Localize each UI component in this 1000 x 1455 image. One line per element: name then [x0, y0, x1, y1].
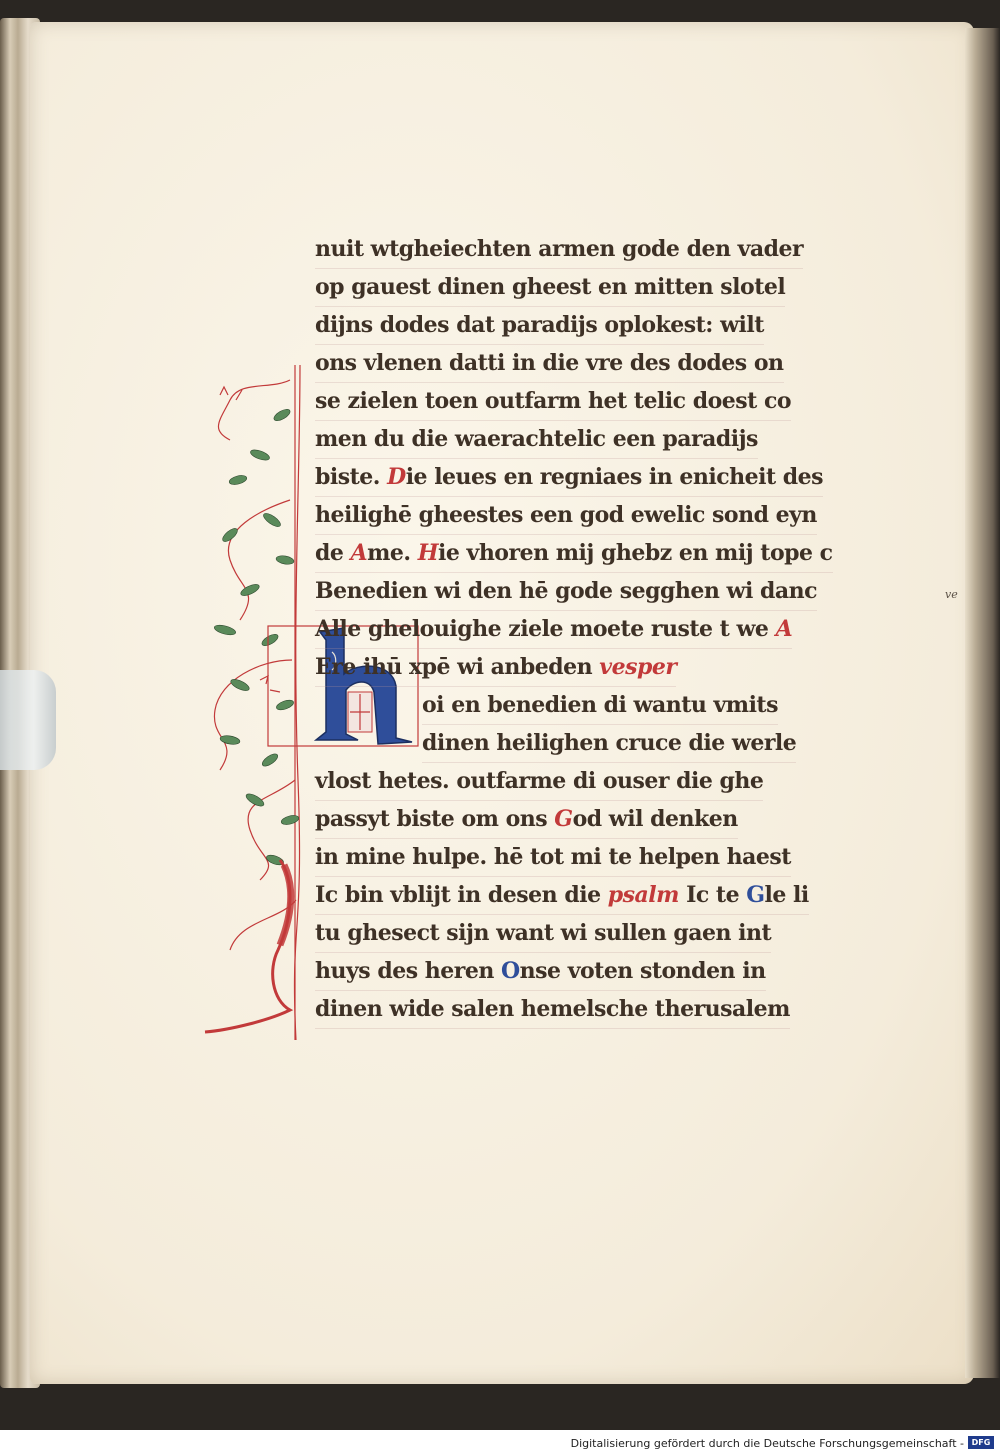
rubric-text: A: [350, 540, 368, 566]
line-text: le li: [764, 882, 809, 908]
manuscript-line: [315, 572, 817, 611]
manuscript-line: [315, 268, 785, 307]
manuscript-line: [315, 762, 763, 801]
manuscript-line: [315, 610, 792, 649]
footer-credit: Digitalisierung gefördert durch die Deutsche Forschungsgemeinschaft -: [570, 1437, 964, 1450]
manuscript-line: [422, 686, 778, 725]
line-text: in mine hulpe. hē tot mi te helpen haest: [315, 844, 791, 870]
line-text: se zielen toen outfarm het telic doest co: [315, 388, 792, 414]
rubric-text: vesper: [599, 654, 677, 680]
line-text: oi en benedien di wantu vmits: [422, 692, 778, 718]
rubric-text: A: [775, 616, 793, 642]
line-text: od wil denken: [572, 806, 738, 832]
line-text: huys des heren: [315, 958, 501, 984]
manuscript-line: [315, 382, 791, 421]
line-text: dinen heilighen cruce die werle: [422, 730, 797, 756]
manuscript-line: [315, 914, 771, 953]
manuscript-line: [315, 952, 766, 991]
blue-initial-text: O: [500, 958, 520, 984]
rubric-text: D: [387, 464, 406, 490]
dfg-logo-icon: DFG: [968, 1436, 994, 1449]
manuscript-line: [315, 420, 758, 459]
line-text: ons vlenen datti in die vre des dodes on: [315, 350, 784, 376]
manuscript-line: [315, 990, 790, 1029]
line-text: tu ghesect sijn want wi sullen gaen int: [315, 920, 772, 946]
line-text: passyt biste om ons: [315, 806, 555, 832]
line-text: Ere ihū xpē wi anbeden: [315, 654, 600, 680]
line-text: nuit wtgheiechten armen gode den vader: [315, 236, 804, 262]
footer-bar: [0, 1430, 1000, 1455]
line-text: Alle ghelouighe ziele moete ruste t we: [315, 616, 776, 642]
line-text: Benedien wi den hē gode segghen wi danc: [315, 578, 817, 604]
manuscript-line: [315, 306, 764, 345]
line-text: vlost hetes. outfarme di ouser die ghe: [315, 768, 764, 794]
blue-initial-text: G: [746, 882, 765, 908]
manuscript-line: [315, 458, 823, 497]
line-text: dijns dodes dat paradijs oplokest: wilt: [315, 312, 764, 338]
line-text: ie vhoren mij ghebz en mij tope c: [438, 540, 833, 566]
margin-note: ve: [945, 588, 958, 601]
rubric-text: H: [417, 540, 439, 566]
page-clip: [0, 670, 56, 770]
line-text: men du die waerachtelic een paradijs: [315, 426, 758, 452]
line-text: me.: [367, 540, 418, 566]
line-text: heilighē gheestes een god ewelic sond eyn: [315, 502, 817, 528]
line-text: dinen wide salen hemelsche therusalem: [315, 996, 790, 1022]
manuscript-line: [315, 838, 791, 877]
manuscript-line: [315, 344, 784, 383]
line-text: biste.: [315, 464, 388, 490]
manuscript-line: [315, 534, 833, 573]
rubric-text: G: [554, 806, 573, 832]
manuscript-line: [422, 724, 796, 763]
line-text: nse voten stonden in: [519, 958, 766, 984]
line-text: Ic bin vblijt in desen die: [315, 882, 608, 908]
rubric-text: psalm: [607, 882, 679, 908]
line-text: de: [315, 540, 351, 566]
manuscript-line: [315, 230, 803, 269]
line-text: Ic te: [678, 882, 747, 908]
manuscript-line: [315, 876, 809, 915]
manuscript-line: [315, 800, 738, 839]
manuscript-line: [315, 496, 817, 535]
book-edge-right: [965, 28, 1000, 1378]
line-text: ie leues en regniaes in enicheit des: [405, 464, 824, 490]
manuscript-line: [315, 648, 676, 687]
line-text: op gauest dinen gheest en mitten slotel: [315, 274, 786, 300]
